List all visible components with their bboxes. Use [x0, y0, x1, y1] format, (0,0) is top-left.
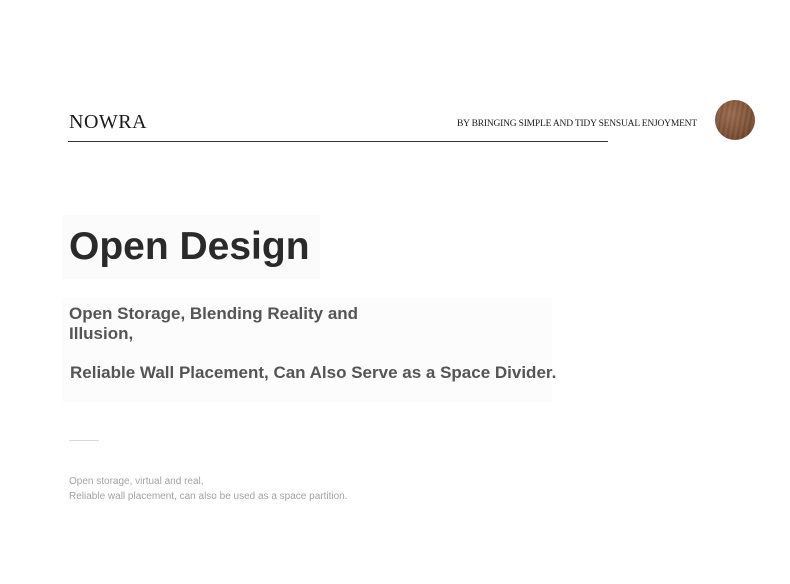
footnote-line-2: Reliable wall placement, can also be used as a space partition. [69, 491, 348, 502]
header-tagline: BY BRINGING SIMPLE AND TIDY SENSUAL ENJOYMENT [457, 119, 697, 129]
subtitle-line-2: Reliable Wall Placement, Can Also Serve as a Space Divider. [70, 363, 557, 382]
footnote [69, 474, 348, 504]
header-rule [68, 141, 608, 142]
short-divider [69, 440, 99, 441]
subtitle-line-1: Open Storage, Blending Reality and Illusion, [69, 304, 359, 343]
wood-swatch-icon [715, 100, 755, 140]
brand-logo: NOWRA [69, 111, 148, 133]
footnote-line-1: Open storage, virtual and real, [69, 476, 204, 487]
page-title: Open Design [69, 225, 310, 268]
